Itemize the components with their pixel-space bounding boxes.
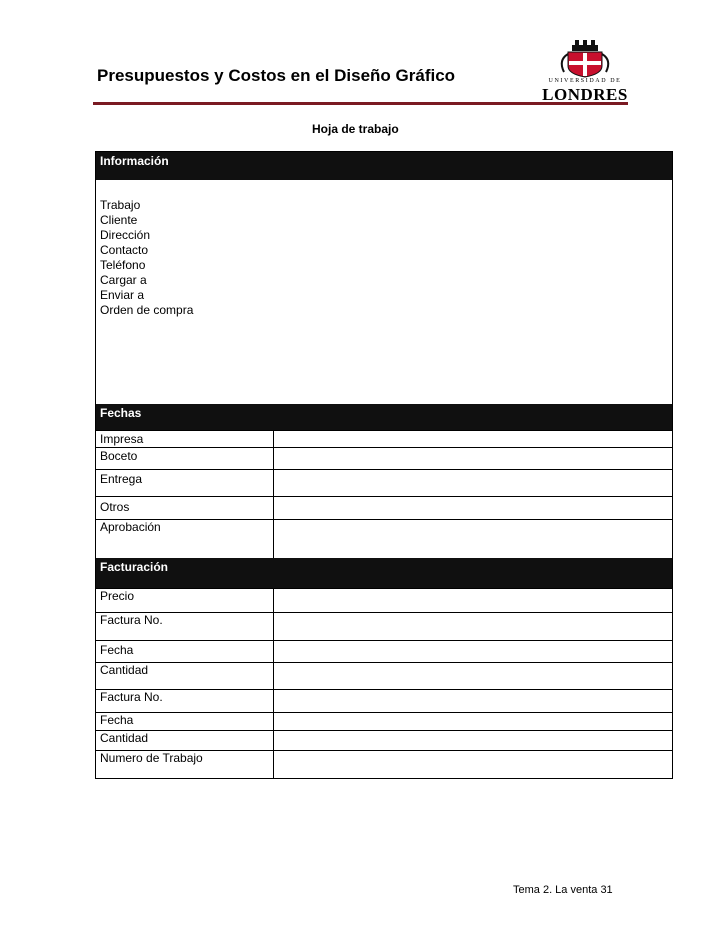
worksheet-form	[95, 151, 673, 779]
row-label: Fecha	[100, 643, 134, 657]
row-label: Boceto	[100, 449, 138, 463]
logo-text-university: UNIVERSIDAD DE	[548, 78, 622, 84]
row-label: Entrega	[100, 472, 143, 486]
info-field-label: Cliente	[100, 213, 138, 227]
university-logo	[538, 40, 632, 104]
table-row	[96, 612, 672, 640]
row-label: Cantidad	[100, 663, 149, 677]
table-row	[96, 730, 672, 750]
info-field-label: Teléfono	[100, 258, 146, 272]
info-field-label: Contacto	[100, 243, 149, 257]
logo-text-londres: LONDRES	[542, 85, 628, 104]
section-header-fechas	[96, 404, 672, 430]
row-label: Numero de Trabajo	[100, 751, 203, 765]
info-field-label: Cargar a	[100, 273, 147, 287]
row-label: Cantidad	[100, 731, 149, 745]
info-field-label: Dirección	[100, 228, 151, 242]
table-row	[96, 712, 672, 730]
row-label: Aprobación	[100, 520, 161, 534]
row-label: Factura No.	[100, 613, 163, 627]
table-row	[96, 469, 672, 496]
section-heading: Facturación	[100, 560, 169, 574]
info-field-label: Enviar a	[100, 288, 145, 302]
table-row	[96, 640, 672, 662]
row-label: Impresa	[100, 432, 144, 446]
document-title: Presupuestos y Costos en el Diseño Gráfico	[97, 66, 456, 85]
table-row	[96, 750, 672, 778]
row-label: Fecha	[100, 713, 134, 727]
page-footer: Tema 2. La venta 31	[513, 884, 613, 896]
section-header-facturacion	[96, 558, 672, 588]
crest-icon	[538, 40, 632, 78]
table-row	[96, 430, 672, 447]
table-row	[96, 496, 672, 519]
table-row	[96, 588, 672, 612]
info-field-label: Trabajo	[100, 198, 141, 212]
table-row	[96, 689, 672, 712]
sheet-title: Hoja de trabajo	[312, 122, 399, 136]
section-header-informacion	[96, 152, 672, 180]
section-heading: Fechas	[100, 406, 142, 420]
section-heading: Información	[100, 154, 169, 168]
table-row	[96, 447, 672, 469]
info-field-label: Orden de compra	[100, 303, 194, 317]
row-label: Otros	[100, 500, 130, 514]
row-label: Factura No.	[100, 690, 163, 704]
table-row	[96, 519, 672, 558]
table-row	[96, 662, 672, 689]
info-field-list	[100, 198, 193, 318]
row-label: Precio	[100, 589, 135, 603]
